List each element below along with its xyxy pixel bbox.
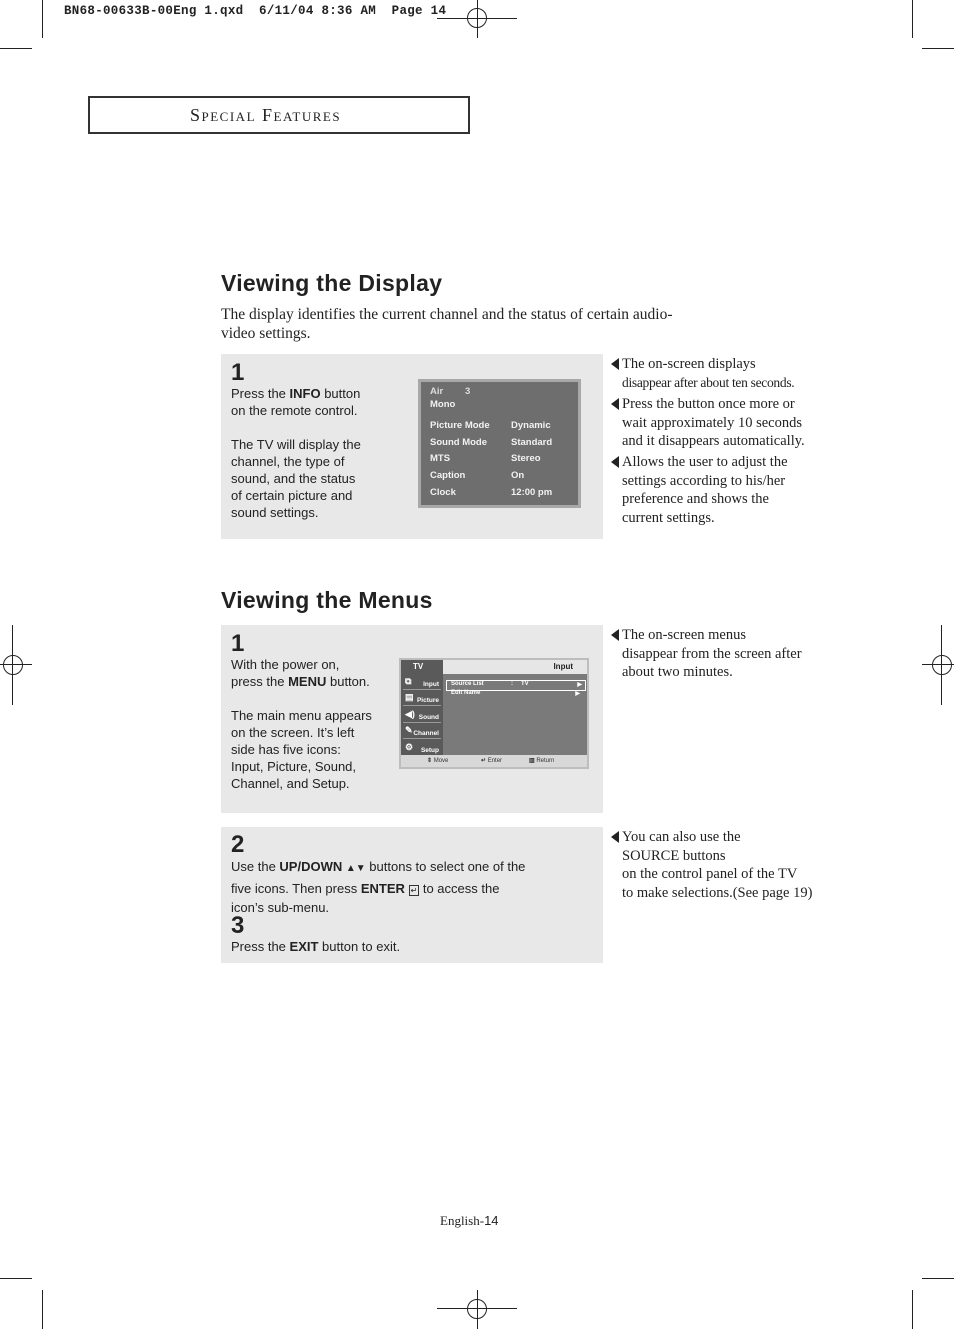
osd-label: Sound Mode — [430, 437, 487, 448]
display-intro: The display identifies the current channel and the status of certain audio-video settings. — [221, 306, 673, 342]
text: on the screen. It’s left — [231, 725, 355, 740]
text: The TV will display the — [231, 437, 361, 452]
page-number — [440, 1213, 499, 1229]
step-number: 3 — [231, 912, 245, 939]
display-note-2 — [622, 395, 862, 451]
registration-circle — [932, 655, 952, 675]
text: settings according to his/her — [622, 472, 786, 489]
text: to make selections.(See page 19) — [622, 884, 813, 901]
text: Enter — [487, 758, 503, 764]
osd-label: Caption — [430, 470, 466, 481]
crop-mark — [922, 1278, 954, 1279]
osd-value: Standard — [511, 437, 553, 448]
text: Picture — [416, 697, 439, 704]
setup-icon: ⚙ — [405, 742, 414, 752]
text: of certain picture and — [231, 488, 353, 503]
crop-mark — [0, 48, 32, 49]
enter-key: ENTER — [360, 881, 405, 896]
menu-icon-sound[interactable] — [403, 707, 441, 723]
move-icon: ⇕ — [427, 758, 433, 764]
text: wait approximately 10 seconds — [622, 414, 802, 431]
osd-source: Air — [430, 386, 444, 397]
sound-icon: ◀) — [405, 709, 415, 719]
osd-value: Stereo — [511, 453, 541, 464]
text: about two minutes. — [622, 664, 733, 680]
text: on the control panel of the TV — [622, 866, 798, 882]
crop-mark — [0, 1278, 32, 1279]
menus-step3-text — [231, 938, 591, 955]
text: You can also use the — [622, 829, 741, 845]
input-icon: ⧉ — [405, 676, 412, 686]
enter-icon: ↵ — [410, 886, 418, 895]
note-arrow-icon — [611, 629, 619, 641]
display-step-text — [231, 385, 416, 521]
up-down-arrows-icon: ▲▼ — [345, 863, 366, 874]
text: button. — [326, 674, 370, 689]
osd-label: MTS — [430, 453, 451, 464]
text: SOURCE buttons — [622, 847, 726, 864]
crop-mark — [912, 0, 913, 38]
text: Source List — [451, 681, 484, 687]
menus-step1-text — [231, 656, 391, 792]
text: button to exit. — [318, 939, 401, 954]
note-arrow-icon — [611, 831, 619, 843]
crop-mark — [912, 1290, 913, 1329]
enter-hint — [481, 757, 502, 764]
text: disappear after about ten seconds. — [622, 374, 795, 390]
text: Allows the user to adjust the — [622, 454, 788, 470]
text: Press the — [231, 939, 290, 954]
text: disappear from the screen after — [622, 645, 802, 662]
text: The main menu appears — [231, 708, 372, 723]
arrow-right-icon: ▶ — [575, 691, 580, 697]
menu-tv-tab — [401, 660, 443, 674]
registration-circle — [3, 655, 23, 675]
menu-item-edit-name[interactable] — [446, 690, 584, 699]
channel-icon: ✎ — [405, 725, 413, 735]
osd-audio: Mono — [430, 399, 456, 410]
registration-circle — [467, 8, 487, 28]
info-key: INFO — [289, 386, 321, 401]
text: press the — [231, 674, 289, 689]
text: Sound — [418, 714, 439, 721]
text: icon’s sub-menu. — [231, 900, 330, 915]
text: and it disappears automatically. — [622, 433, 805, 449]
text: sound settings. — [231, 505, 319, 520]
text: Return — [536, 758, 555, 764]
text: : — [511, 681, 513, 687]
osd-value: Dynamic — [511, 420, 551, 431]
text: The on-screen menus — [622, 627, 747, 643]
exit-key: EXIT — [289, 939, 319, 954]
text: current settings. — [622, 509, 715, 526]
arrow-right-icon: ▶ — [577, 682, 582, 688]
text: Press the — [231, 386, 290, 401]
text: on the remote control. — [231, 403, 358, 418]
updown-key: UP/DOWN — [279, 859, 343, 874]
text: preference and shows the — [622, 491, 769, 507]
text: TV — [413, 662, 424, 671]
text: Channel, and Setup. — [231, 776, 350, 791]
text: English- — [440, 1213, 485, 1228]
menu-icon-picture[interactable] — [403, 690, 441, 706]
text: Press the button once more or — [622, 396, 795, 412]
note-arrow-icon — [611, 358, 619, 370]
text: TV — [521, 681, 529, 687]
osd-value: 12:00 pm — [511, 487, 553, 498]
crop-mark — [42, 1290, 43, 1329]
display-note-1 — [622, 355, 862, 392]
osd-channel: 3 — [465, 386, 471, 397]
section-title: Special Features — [190, 105, 342, 125]
crop-mark — [922, 48, 954, 49]
text: Input — [423, 681, 439, 688]
note-arrow-icon — [611, 456, 619, 468]
menus-note-2 — [622, 828, 862, 902]
text: Channel — [413, 730, 439, 737]
text: Use the — [231, 859, 280, 874]
menus-note-1 — [622, 626, 862, 682]
text: With the power on, — [231, 657, 340, 672]
text: Move — [433, 758, 449, 764]
text: Input, Picture, Sound, — [231, 759, 357, 774]
text: button — [320, 386, 361, 401]
move-hint — [427, 757, 448, 764]
step-number: 1 — [231, 630, 245, 657]
text: buttons to select one of the — [365, 859, 526, 874]
menus-step2-text — [231, 857, 591, 916]
menu-footer-bar — [401, 755, 587, 767]
osd-value: On — [511, 470, 525, 481]
return-hint — [529, 757, 554, 764]
note-arrow-icon — [611, 398, 619, 410]
step-number: 1 — [231, 359, 245, 386]
crop-mark — [42, 0, 43, 38]
menu-icon-input[interactable] — [403, 674, 441, 690]
text: five icons. Then press — [231, 881, 361, 896]
return-icon: ▥ — [529, 758, 535, 764]
print-header: BN68-00633B-00Eng 1.qxd 6/11/04 8:36 AM Page 14 — [64, 4, 447, 18]
menu-key: MENU — [288, 674, 327, 689]
text: side has five icons: — [231, 742, 341, 757]
text: to access the — [419, 881, 500, 896]
step-number: 2 — [231, 831, 245, 858]
menu-icon-setup[interactable] — [403, 740, 441, 755]
text: Edit Name — [451, 690, 481, 696]
main-menu-screen — [399, 658, 589, 769]
menu-header-bar — [443, 660, 587, 674]
text: channel, the type of — [231, 454, 345, 469]
text: sound, and the status — [231, 471, 356, 486]
menu-icon-column — [401, 674, 443, 755]
menu-header-title: Input — [553, 662, 573, 671]
registration-circle — [467, 1299, 487, 1319]
picture-icon: ▤ — [405, 692, 414, 702]
menus-heading: Viewing the Menus — [221, 587, 433, 613]
text: Setup — [420, 747, 439, 754]
text: The on-screen displays — [622, 356, 756, 372]
display-note-3 — [622, 453, 862, 527]
osd-label: Clock — [430, 487, 456, 498]
menu-icon-channel[interactable] — [403, 723, 441, 739]
osd-label: Picture Mode — [430, 420, 490, 431]
info-osd-screen — [418, 379, 581, 508]
text: 14 — [484, 1213, 499, 1228]
display-heading: Viewing the Display — [221, 270, 443, 296]
enter-icon: ↵ — [481, 758, 487, 764]
